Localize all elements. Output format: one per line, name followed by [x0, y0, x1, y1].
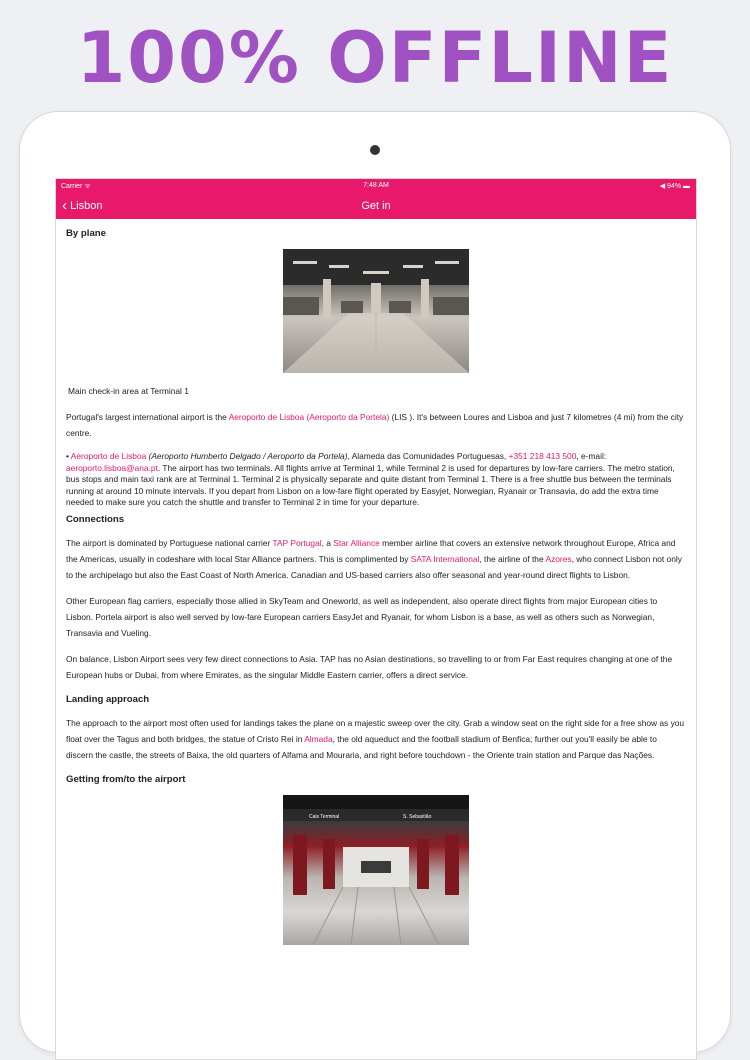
carrier-label: Carrier ᯤ [61, 183, 91, 190]
email-label: , e-mail: [576, 451, 607, 461]
tap-portugal-link[interactable]: TAP Portugal [272, 537, 322, 548]
check-in-hall-image[interactable] [283, 249, 469, 373]
address-text: , Alameda das Comunidades Portuguesas, [347, 451, 509, 461]
text-span: The approach to the airport most often used for landings takes the plane on a majestic sweep over the city. Grab a window seat on the right side for a free show as you float over the Tagus and both bridges, the statue of Cristo Rei in [66, 717, 685, 744]
battery-indicator: ◀ 94% ▬ [659, 183, 690, 190]
connections-paragraph-2: Other European flag carriers, especially those allied in SkyTeam and Oneworld, as well as independent, also operate direct flights from major European cities to Lisbon. Portela airport is also well served by low-fare European carriers EasyJet and Ryanair, for whom Lisbon is a base, as well as others such as Norwegian, Transavia and Vueling. [66, 595, 658, 638]
navigation-bar [56, 193, 696, 219]
phone-link[interactable]: +351 218 413 500 [508, 451, 577, 461]
chevron-left-icon: ‹ [62, 197, 67, 214]
connections-paragraph-3: On balance, Lisbon Airport sees very few direct connections to Asia. TAP has no Asian destinations, so travelling to or from Far East requires changing at one of the European hubs or Dubai, from where Emirates, as the singular Middle Eastern carrier, offers a direct service. [66, 653, 673, 680]
status-bar [56, 179, 696, 193]
alt-name-italic: (Aeroporto Humberto Delgado / Aeroporto da Portela) [146, 451, 348, 461]
text-span: , the airline of the [479, 553, 546, 564]
sata-international-link[interactable]: SATA International [410, 553, 480, 564]
page-title: Get in [361, 200, 391, 212]
text-span: . The airport has two terminals. All flights arrive at Terminal 1, while Terminal 2 is used for departures by low-fare carriers. The metro station, bus stops and main taxi rank are at Terminal 1. Terminal 2 is physically separate and quite distant from Terminal 1. There is a free shuttle bus between the terminals running at around 10 minute intervals. If you depart from Lisbon on a low-fare flight operated by Easyjet, Norwegian, Ryanair or Transavia, do add the extra time needed to make sure you catch the shuttle and transfer to Terminal 2 in time for your departure. [66, 462, 675, 507]
status-time: 7:48 AM [363, 182, 389, 189]
section-heading-connections: Connections [66, 513, 125, 525]
app-screen [55, 178, 697, 1060]
text-span: , who connect Lisbon not only to the archipelago but also the East Coast of North America. Canadian and US-based carriers also offer seasonal and year-round direct flights to Lisbon. [66, 553, 682, 580]
star-alliance-link[interactable]: Star Alliance [333, 537, 380, 548]
email-link[interactable]: aeroporto.lisboa@ana.pt [66, 462, 158, 473]
metro-sign-left: Cais Terminal [309, 813, 340, 820]
section-heading-by-plane: By plane [66, 228, 106, 239]
section-heading-landing: Landing approach [66, 693, 150, 705]
text-span: Portugal's largest international airport is the [66, 412, 229, 422]
section-heading-getting: Getting from/to the airport [66, 773, 186, 785]
metro-sign-right: S. Sebastião [403, 813, 432, 820]
promo-headline: 100% OFFLINE [76, 17, 674, 99]
azores-link[interactable]: Azores [545, 553, 572, 564]
airport-link[interactable]: Aeroporto de Lisboa (Aeroporto da Portela) [228, 412, 390, 422]
airport-listing-link[interactable]: Aeroporto de Lisboa [70, 451, 147, 461]
article-content [56, 219, 696, 945]
image-caption: Main check-in area at Terminal 1 [68, 386, 189, 396]
back-button-label: Lisbon [70, 200, 103, 212]
text-span: , a [321, 537, 334, 548]
tablet-frame [20, 112, 730, 1052]
airport-intro-paragraph [66, 409, 686, 441]
metro-station-illustration [283, 795, 469, 945]
metro-station-image[interactable] [283, 795, 469, 945]
connections-paragraph-1 [66, 535, 686, 583]
text-span: member airline that covers an extensive network throughout Europe, Africa and the Americas, usually in codeshare with local Star Alliance partners. This is complimented by [66, 537, 676, 564]
text-span: (LIS ). It's between Loures and Lisboa and just 7 kilometres (4 mi) from the city centre. [66, 412, 684, 438]
bullet: • [66, 451, 71, 461]
landing-paragraph [66, 715, 686, 763]
check-in-hall-illustration [283, 249, 469, 373]
front-camera [370, 145, 380, 155]
almada-link[interactable]: Almada [304, 733, 333, 744]
airport-listing-paragraph [66, 451, 686, 509]
text-span: , the old aqueduct and the football stadium of Benfica; further out you'll easily be able to discern the castle, the streets of Baixa, the old quarters of Alfama and Mouraria, and right before touchdown - the Oriente train station and Parque das Nações. [66, 733, 657, 760]
text-span: The airport is dominated by Portuguese national carrier [66, 537, 273, 548]
